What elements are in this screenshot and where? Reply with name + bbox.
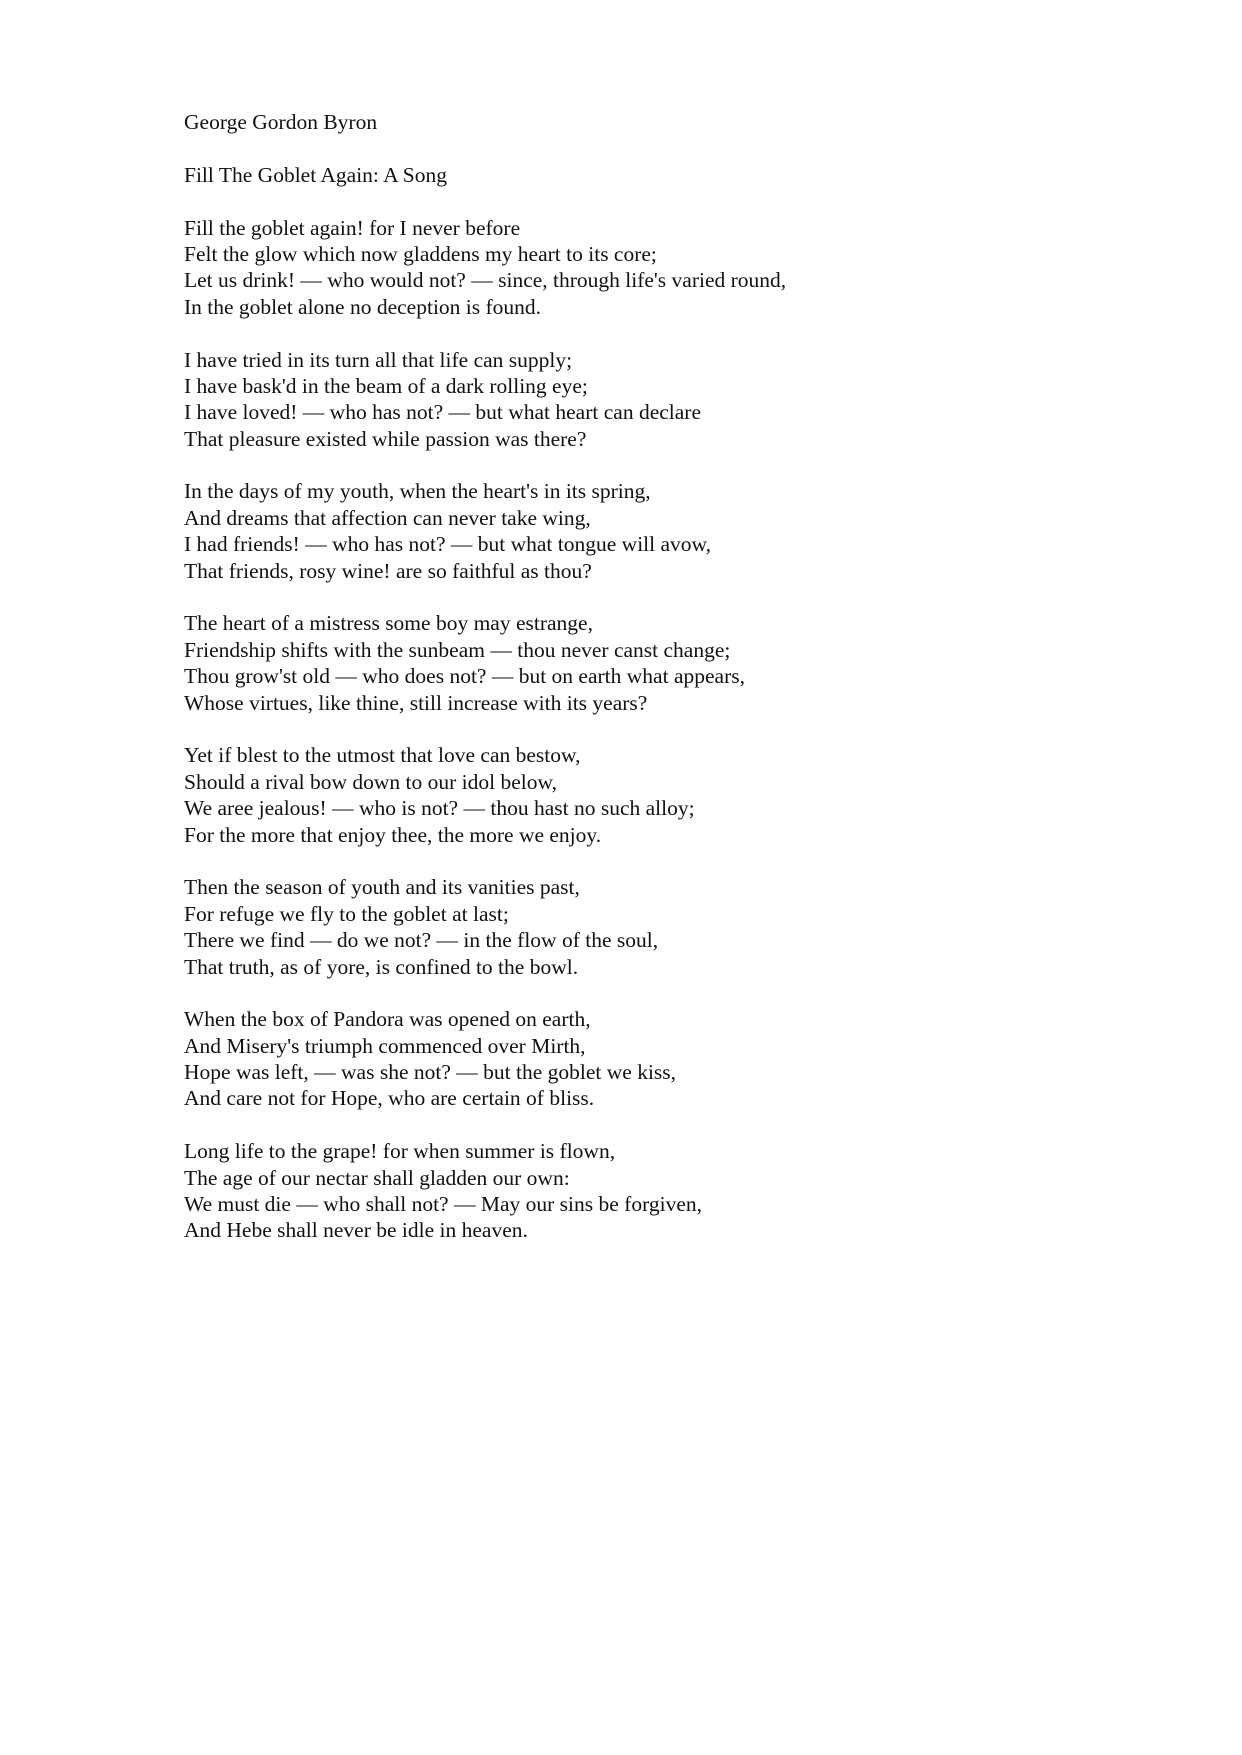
poem-line: We aree jealous! — who is not? — thou hast no such alloy; — [184, 796, 695, 821]
stanza-3 — [184, 478, 1144, 584]
poem-line: And Misery's triumph commenced over Mirth, — [184, 1033, 586, 1058]
stanza-5 — [184, 742, 1144, 848]
poem-line: When the box of Pandora was opened on earth, — [184, 1007, 591, 1032]
poem-line: In the days of my youth, when the heart's in its spring, — [184, 479, 651, 504]
poem-line: Whose virtues, like thine, still increase with its years? — [184, 690, 648, 715]
poem-line: And dreams that affection can never take wing, — [184, 505, 591, 530]
poem-line: Thou grow'st old — who does not? — but on earth what appears, — [184, 664, 745, 689]
poem-line: I have tried in its turn all that life can supply; — [184, 347, 573, 372]
poem-title: Fill The Goblet Again: A Song — [184, 162, 447, 187]
author-name: George Gordon Byron — [184, 110, 378, 134]
poem-line: I have loved! — who has not? — but what heart can declare — [184, 400, 701, 425]
stanza-4 — [184, 610, 1144, 716]
poem-line: Should a rival bow down to our idol below, — [184, 769, 558, 794]
poem-line: In the goblet alone no deception is found. — [184, 294, 542, 319]
poem-line: Then the season of youth and its vanities past, — [184, 875, 580, 900]
poem-line: For the more that enjoy thee, the more we enjoy. — [184, 822, 602, 847]
poem-line: Friendship shifts with the sunbeam — thou never canst change; — [184, 637, 731, 662]
poem-line: Felt the glow which now gladdens my heart to its core; — [184, 241, 657, 266]
stanza-2 — [184, 347, 1144, 453]
poem-line: I have bask'd in the beam of a dark rolling eye; — [184, 373, 588, 398]
poem-line: Long life to the grape! for when summer is flown, — [184, 1139, 616, 1164]
poem-line: For refuge we fly to the goblet at last; — [184, 901, 509, 926]
stanza-1 — [184, 215, 1144, 321]
poem-line: That truth, as of yore, is confined to the bowl. — [184, 954, 579, 979]
poem-line: I had friends! — who has not? — but what tongue will avow, — [184, 532, 712, 557]
poem-line: We must die — who shall not? — May our sins be forgiven, — [184, 1192, 702, 1217]
poem-line: That pleasure existed while passion was there? — [184, 426, 587, 451]
stanza-8 — [184, 1138, 1144, 1244]
poem-line: Yet if blest to the utmost that love can bestow, — [184, 743, 581, 768]
poem-line: Fill the goblet again! for I never before — [184, 215, 521, 240]
poem-line: There we find — do we not? — in the flow of the soul, — [184, 928, 659, 953]
poem-line: And care not for Hope, who are certain of bliss. — [184, 1086, 595, 1111]
poem-content — [184, 109, 1144, 1270]
poem-line: The heart of a mistress some boy may estrange, — [184, 611, 593, 636]
stanza-7 — [184, 1006, 1144, 1112]
poem-line: That friends, rosy wine! are so faithful as thou? — [184, 558, 592, 583]
poem-line: Hope was left, — was she not? — but the goblet we kiss, — [184, 1060, 677, 1085]
poem-line: And Hebe shall never be idle in heaven. — [184, 1218, 528, 1243]
poem-line: Let us drink! — who would not? — since, through life's varied round, — [184, 268, 787, 293]
stanza-6 — [184, 874, 1144, 980]
poem-line: The age of our nectar shall gladden our own: — [184, 1165, 570, 1190]
